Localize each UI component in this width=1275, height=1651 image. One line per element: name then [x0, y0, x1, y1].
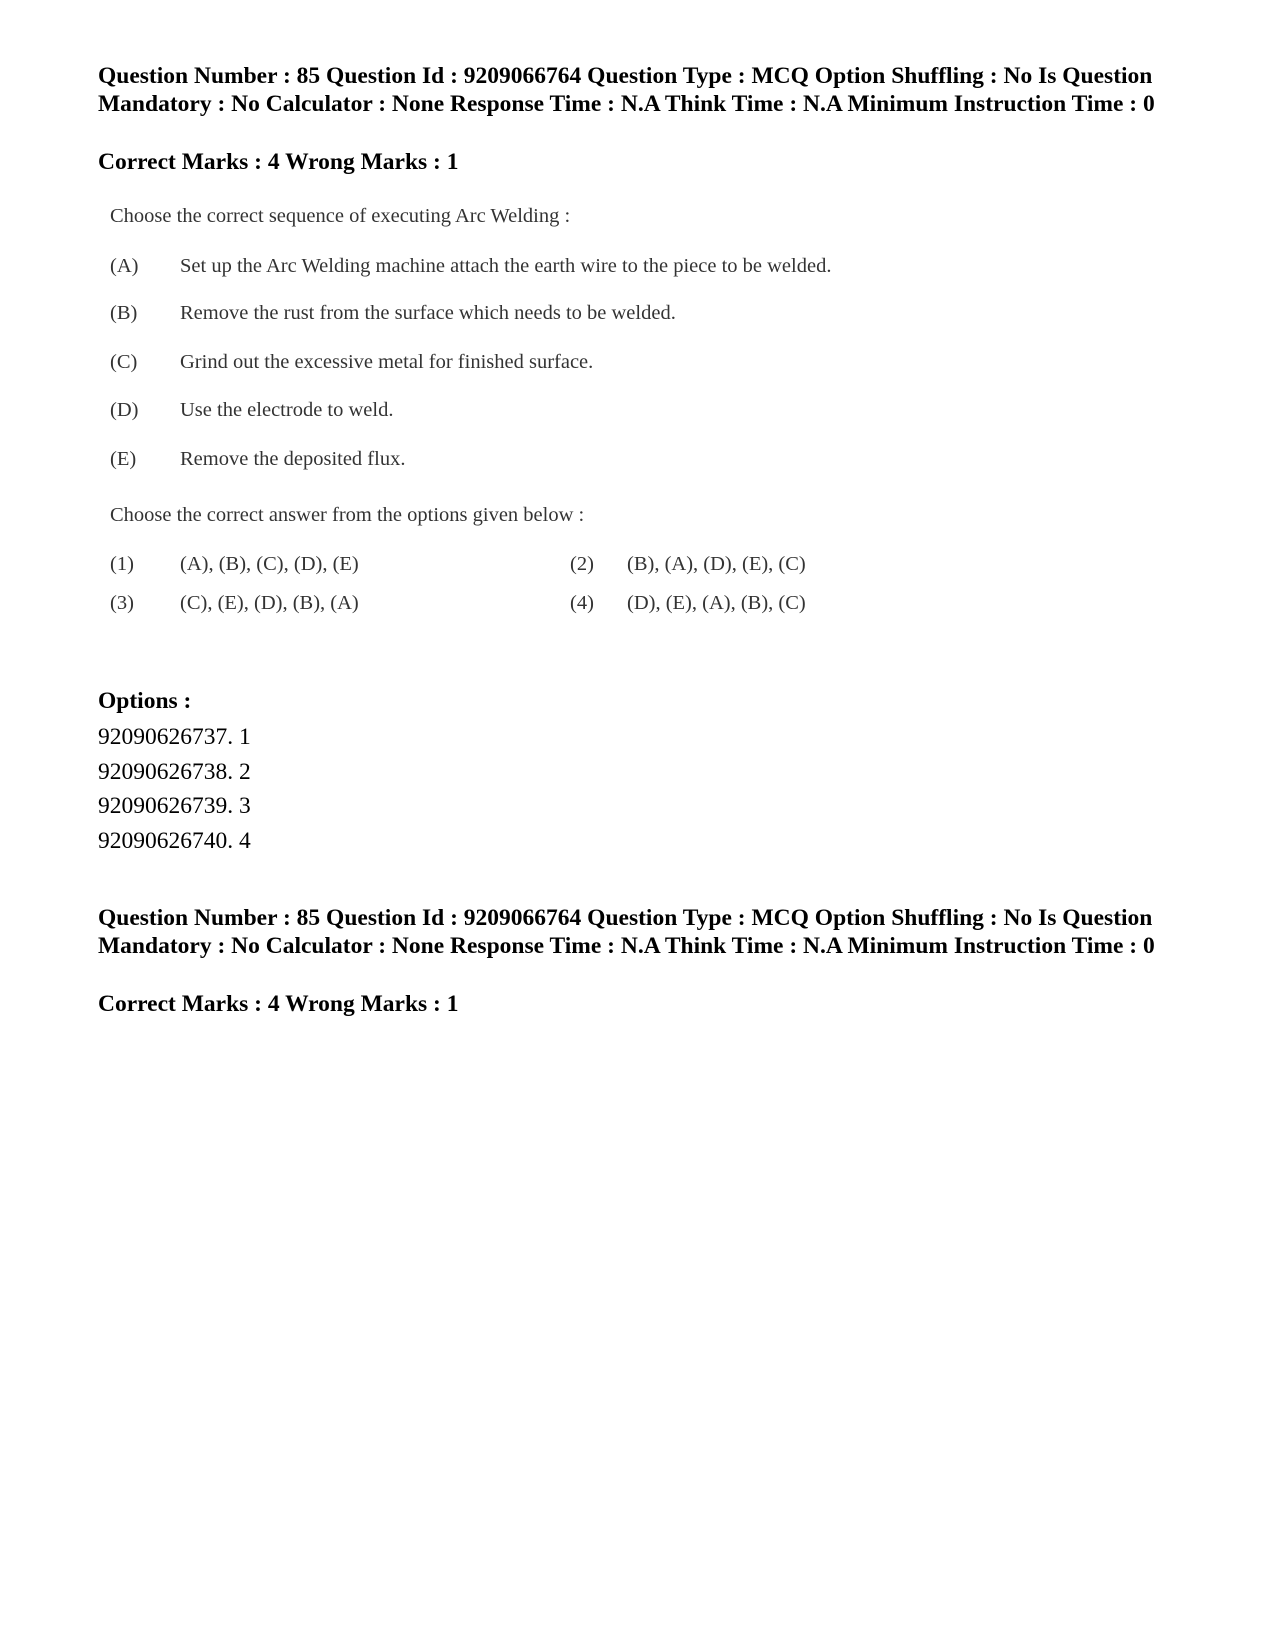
question-metadata: [98, 62, 1188, 118]
choice-label: (4): [570, 592, 594, 614]
statement-label: (B): [110, 302, 138, 324]
statement-text: Remove the rust from the surface which needs to be welded.: [180, 302, 676, 324]
statement-text: Grind out the excessive metal for finished surface.: [180, 351, 594, 373]
question-metadata: [98, 904, 1188, 960]
choice-text: (D), (E), (A), (B), (C): [627, 592, 806, 614]
option-item: 92090626738. 2: [98, 758, 251, 785]
question-content: [110, 205, 1010, 655]
question-prompt: Choose the correct sequence of executing Arc Welding :: [110, 205, 571, 227]
statement-text: Set up the Arc Welding machine attach the earth wire to the piece to be welded.: [180, 255, 832, 277]
choice-text: (C), (E), (D), (B), (A): [180, 592, 359, 614]
marks-line: Correct Marks : 4 Wrong Marks : 1: [98, 149, 459, 175]
answer-prompt: Choose the correct answer from the options given below :: [110, 504, 585, 526]
option-item: 92090626737. 1: [98, 724, 251, 750]
question-metadata-text: Question Number : 85 Question Id : 9209066764 Question Type : MCQ Option Shuffling : No Is Question Mandatory : No Calculator : None Response Time : N.A Think Time : N.A Minimum Instruction Time : 0: [98, 63, 1155, 117]
options-heading: Options :: [98, 688, 192, 714]
choice-text: (B), (A), (D), (E), (C): [627, 553, 806, 575]
choice-label: (3): [110, 592, 134, 614]
option-list: [98, 720, 251, 858]
choice-label: (1): [110, 553, 134, 575]
statement-text: Remove the deposited flux.: [180, 448, 406, 470]
option-item: 92090626739. 3: [98, 793, 251, 819]
statement-label: (D): [110, 399, 139, 421]
choice-label: (2): [570, 553, 594, 575]
marks-line: Correct Marks : 4 Wrong Marks : 1: [98, 991, 459, 1017]
choice-text: (A), (B), (C), (D), (E): [180, 553, 359, 575]
statement-label: (E): [110, 448, 137, 470]
statement-text: Use the electrode to weld.: [180, 399, 394, 421]
statement-label: (C): [110, 351, 138, 373]
question-metadata-text: Question Number : 85 Question Id : 9209066764 Question Type : MCQ Option Shuffling : No Is Question Mandatory : No Calculator : None Response Time : N.A Think Time : N.A Minimum Instruction Time : 0: [98, 905, 1155, 959]
statement-label: (A): [110, 255, 139, 277]
option-item: 92090626740. 4: [98, 827, 251, 854]
